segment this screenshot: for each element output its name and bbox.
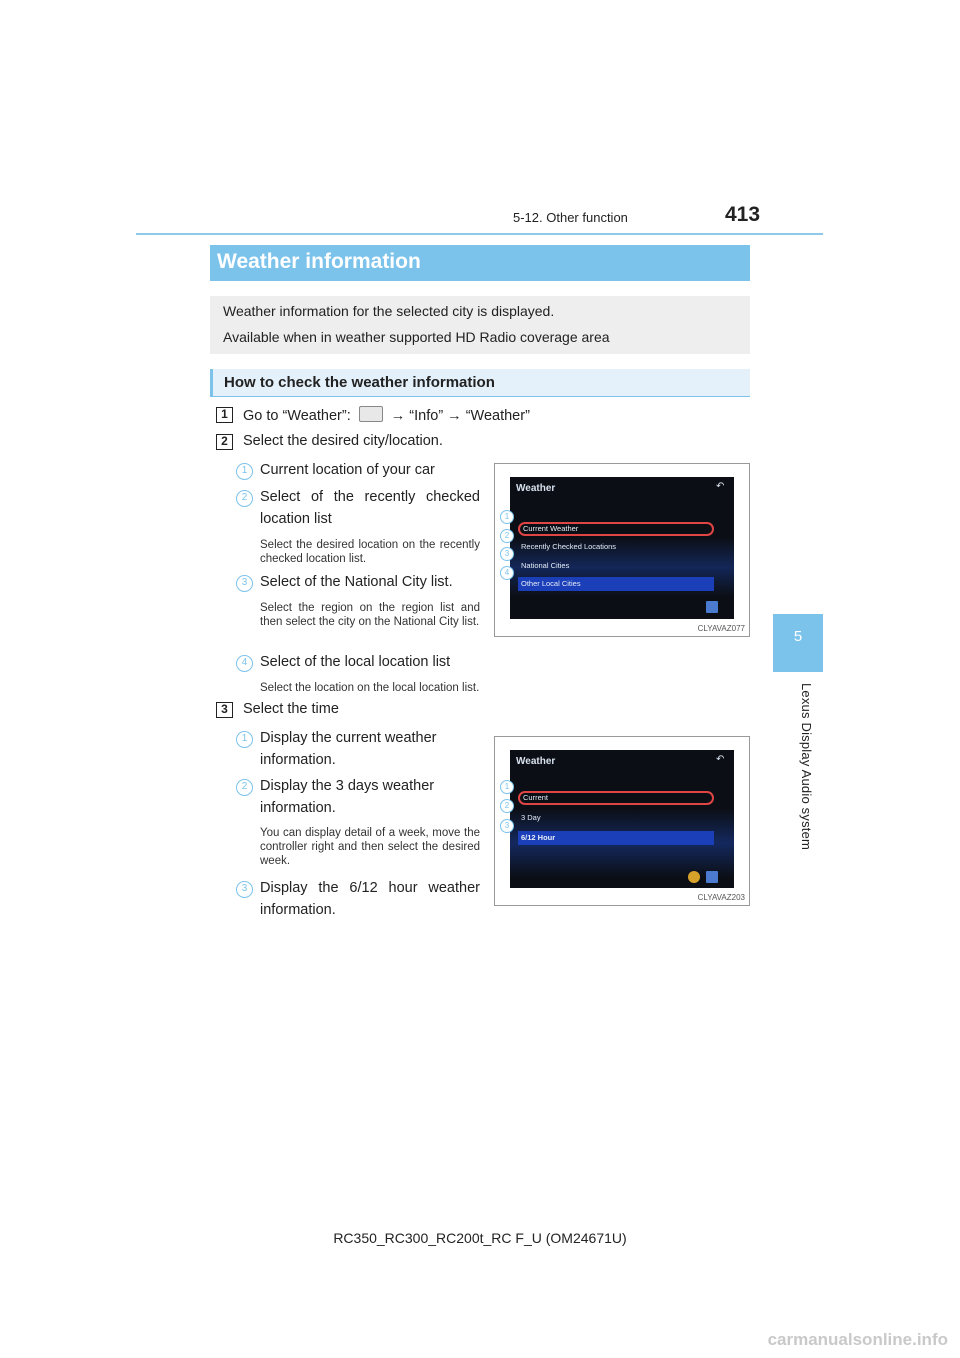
item-number: 1: [236, 463, 253, 480]
section-title: 5-12. Other function: [513, 210, 628, 225]
item-number: 2: [236, 490, 253, 507]
page-number: 413: [725, 203, 761, 226]
screen-row: National Cities: [521, 561, 570, 570]
callout-number: 2: [500, 799, 514, 813]
screen-row: 6/12 Hour: [518, 831, 714, 845]
item-note: Select the region on the region list and then select the city on the National City list.: [260, 602, 480, 628]
watermark: carmanualsonline.info: [767, 1330, 948, 1349]
step-3-text: Select the time: [243, 701, 339, 717]
subheading-rule: [210, 396, 750, 397]
item-text: Select of the National City list.: [260, 574, 453, 590]
step-1-text-b: → “Info” → “Weather”: [386, 408, 530, 424]
item-text: Current location of your car: [260, 462, 435, 478]
screen-row: Current Weather: [518, 522, 714, 536]
item-text: Display the 6/12 hour weather information.: [260, 880, 480, 918]
header-rule: [136, 233, 823, 235]
callout-number: 4: [500, 566, 514, 580]
chapter-label: Lexus Display Audio system: [799, 683, 814, 851]
item-text: Display the current weather information.: [260, 730, 437, 768]
item-note: You can display detail of a week, move the controller right and then select the desired week.: [260, 827, 480, 867]
figure-code: CLYAVAZ203: [697, 893, 745, 902]
page-heading: Weather information: [217, 250, 421, 273]
display-screen: [510, 750, 734, 888]
callout-number: 3: [500, 547, 514, 561]
step-1-text-a: Go to “Weather”:: [243, 408, 355, 424]
menu-button-icon: [359, 406, 383, 422]
callout-number: 3: [500, 819, 514, 833]
item-text: Select of the recently checked location list: [260, 489, 480, 527]
back-icon: ↶: [716, 754, 725, 765]
screen-row: Current: [518, 791, 714, 805]
figure-code: CLYAVAZ077: [697, 624, 745, 633]
back-icon: ↶: [716, 481, 725, 492]
step-2-text: Select the desired city/location.: [243, 433, 443, 449]
item-number: 4: [236, 655, 253, 672]
step-number: 3: [216, 702, 233, 718]
footer-model-code: RC350_RC300_RC200t_RC F_U (OM24671U): [333, 1230, 627, 1246]
callout-number: 1: [500, 510, 514, 524]
item-note: Select the location on the local location list.: [260, 682, 480, 694]
item-number: 2: [236, 779, 253, 796]
step-number: 2: [216, 434, 233, 450]
item-text: Display the 3 days weather information.: [260, 778, 435, 816]
screen-title: Weather: [516, 483, 556, 494]
item-note: Select the desired location on the recently checked location list.: [260, 539, 480, 565]
step-number: 1: [216, 407, 233, 423]
callout-number: 1: [500, 780, 514, 794]
screen-row: 3 Day: [521, 813, 541, 822]
screen-row: Other Local Cities: [518, 577, 714, 591]
item-number: 3: [236, 575, 253, 592]
step-1-text: [243, 406, 530, 424]
callout-number: 2: [500, 529, 514, 543]
options-icon: [706, 871, 718, 883]
sound-icon: [688, 871, 700, 883]
weather-screenshot-1: [494, 463, 750, 637]
subheading: How to check the weather information: [224, 374, 495, 391]
intro-line-1: Weather information for the selected city is displayed.: [223, 303, 555, 319]
intro-line-2: Available when in weather supported HD Radio coverage area: [223, 329, 610, 345]
screen-row: Recently Checked Locations: [521, 542, 617, 551]
display-screen: [510, 477, 734, 619]
item-number: 3: [236, 881, 253, 898]
item-number: 1: [236, 731, 253, 748]
chapter-tab-number: 5: [793, 628, 803, 645]
screen-title: Weather: [516, 756, 556, 767]
options-icon: [706, 601, 718, 613]
weather-screenshot-2: [494, 736, 750, 906]
item-text: Select of the local location list: [260, 654, 451, 670]
